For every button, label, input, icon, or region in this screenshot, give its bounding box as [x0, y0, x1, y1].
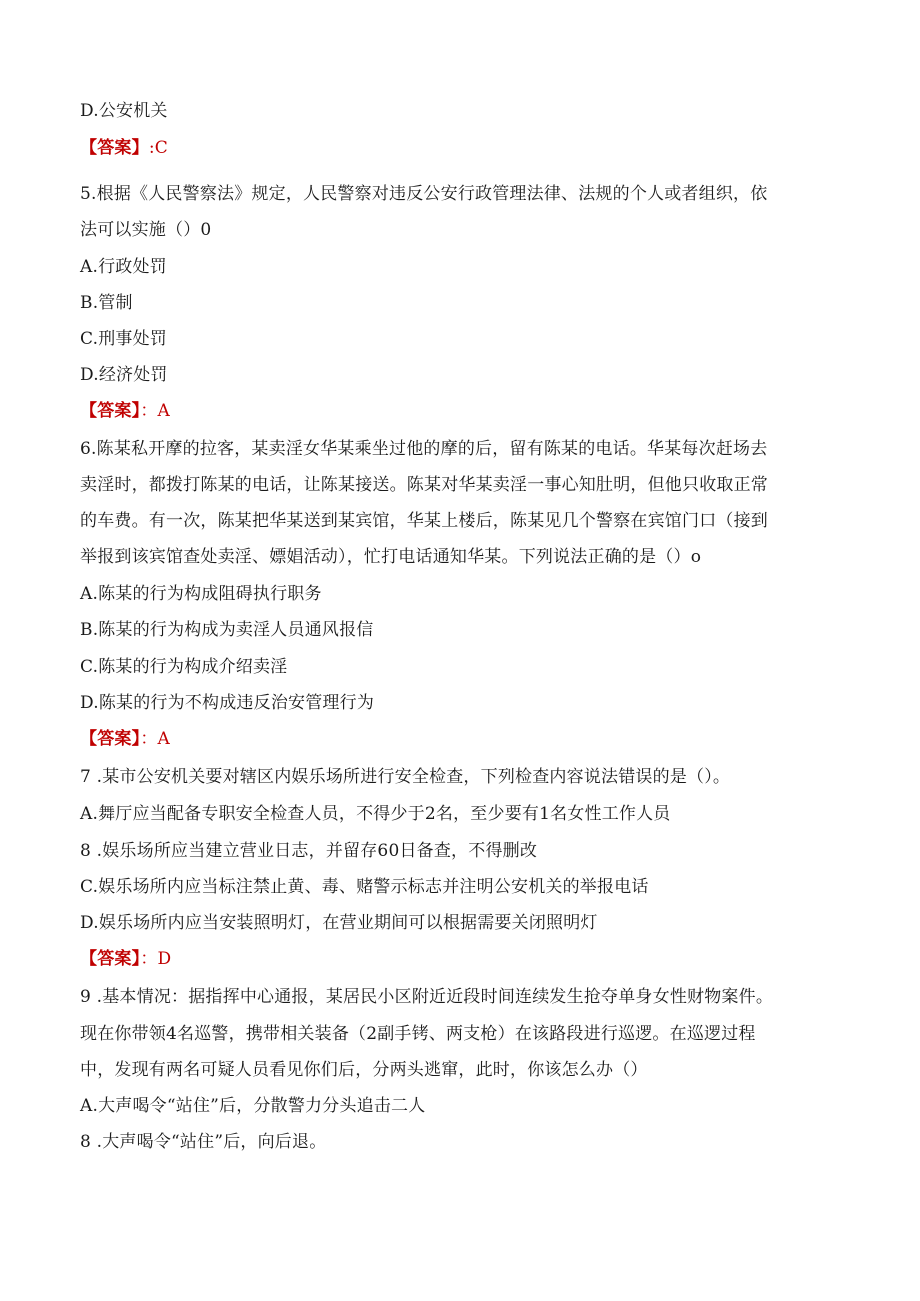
question-6-line-2: 卖淫时，都拨打陈某的电话，让陈某接送。陈某对华某卖淫一事心知肚明，但他只收取正常	[80, 475, 768, 495]
answer-label: 【答案】	[80, 729, 141, 749]
option-c-q6: C.陈某的行为构成介绍卖淫	[80, 657, 288, 677]
question-9-line-1: 9 .基本情况：据指挥中心通报，某居民小区附近近段时间连续发生抢夺单身女性财物案件。	[80, 987, 774, 1007]
question-5-line-1: 5.根据《人民警察法》规定，人民警察对违反公安行政管理法律、法规的个人或者组织，依	[80, 184, 768, 204]
answer-q5	[80, 399, 824, 423]
option-c-q7: C.娱乐场所内应当标注禁止黄、毒、赌警示标志并注明公安机关的举报电话	[80, 877, 649, 897]
option-d-q5: D.经济处罚	[80, 365, 168, 385]
option-d-q4: D.公安机关	[80, 101, 168, 121]
answer-q6	[80, 727, 824, 751]
answer-value: ：D	[140, 949, 172, 969]
option-c-q5: C.刑事处罚	[80, 329, 168, 349]
option-a-q5: A.行政处罚	[80, 257, 167, 277]
option-b-q9: 8 .大声喝令“站住”后，向后退。	[80, 1132, 327, 1152]
option-b-q6: B.陈某的行为构成为卖淫人员通风报信	[80, 620, 374, 640]
question-6-line-1: 6.陈某私开摩的拉客，某卖淫女华某乘坐过他的摩的后，留有陈某的电话。华某每次赶场去	[80, 439, 768, 459]
answer-label: 【答案】	[80, 949, 141, 969]
option-a-q6: A.陈某的行为构成阻碍执行职务	[80, 584, 322, 604]
option-b-q7: 8 .娱乐场所应当建立营业日志，并留存60日备查，不得删改	[80, 841, 538, 861]
question-5-line-2: 法可以实施（）0	[80, 220, 212, 240]
question-9-line-3: 中，发现有两名可疑人员看见你们后，分两头逃窜，此时，你该怎么办（）	[80, 1060, 648, 1080]
answer-label: 【答案】	[80, 138, 149, 158]
answer-value: :C	[148, 138, 168, 158]
option-d-q7: D.娱乐场所内应当安装照明灯，在营业期间可以根据需要关闭照明灯	[80, 913, 598, 933]
question-6-line-4: 举报到该宾馆查处卖淫、嫖娼活动），忙打电话通知华某。下列说法正确的是（）o	[80, 547, 702, 567]
answer-value: ：A	[140, 729, 170, 749]
answer-value: ：A	[140, 401, 170, 421]
option-b-q5: B.管制	[80, 293, 133, 313]
option-a-q9: A.大声喝令“站住”后，分散警力分头追击二人	[80, 1096, 426, 1116]
question-9-line-2: 现在你带领4名巡警，携带相关装备（2副手铐、两支枪）在该路段进行巡逻。在巡逻过程	[80, 1024, 756, 1044]
answer-q7	[80, 947, 824, 971]
option-a-q7: A.舞厅应当配备专职安全检查人员，不得少于2名，至少要有1名女性工作人员	[80, 804, 671, 824]
question-6-line-3: 的车费。有一次，陈某把华某送到某宾馆，华某上楼后，陈某见几个警察在宾馆门口（接到	[80, 511, 768, 531]
question-7: 7 .某市公安机关要对辖区内娱乐场所进行安全检查，下列检查内容说法错误的是（）。	[80, 767, 731, 787]
option-d-q6: D.陈某的行为不构成违反治安管理行为	[80, 693, 375, 713]
answer-q4	[80, 136, 824, 160]
answer-label: 【答案】	[80, 401, 141, 421]
